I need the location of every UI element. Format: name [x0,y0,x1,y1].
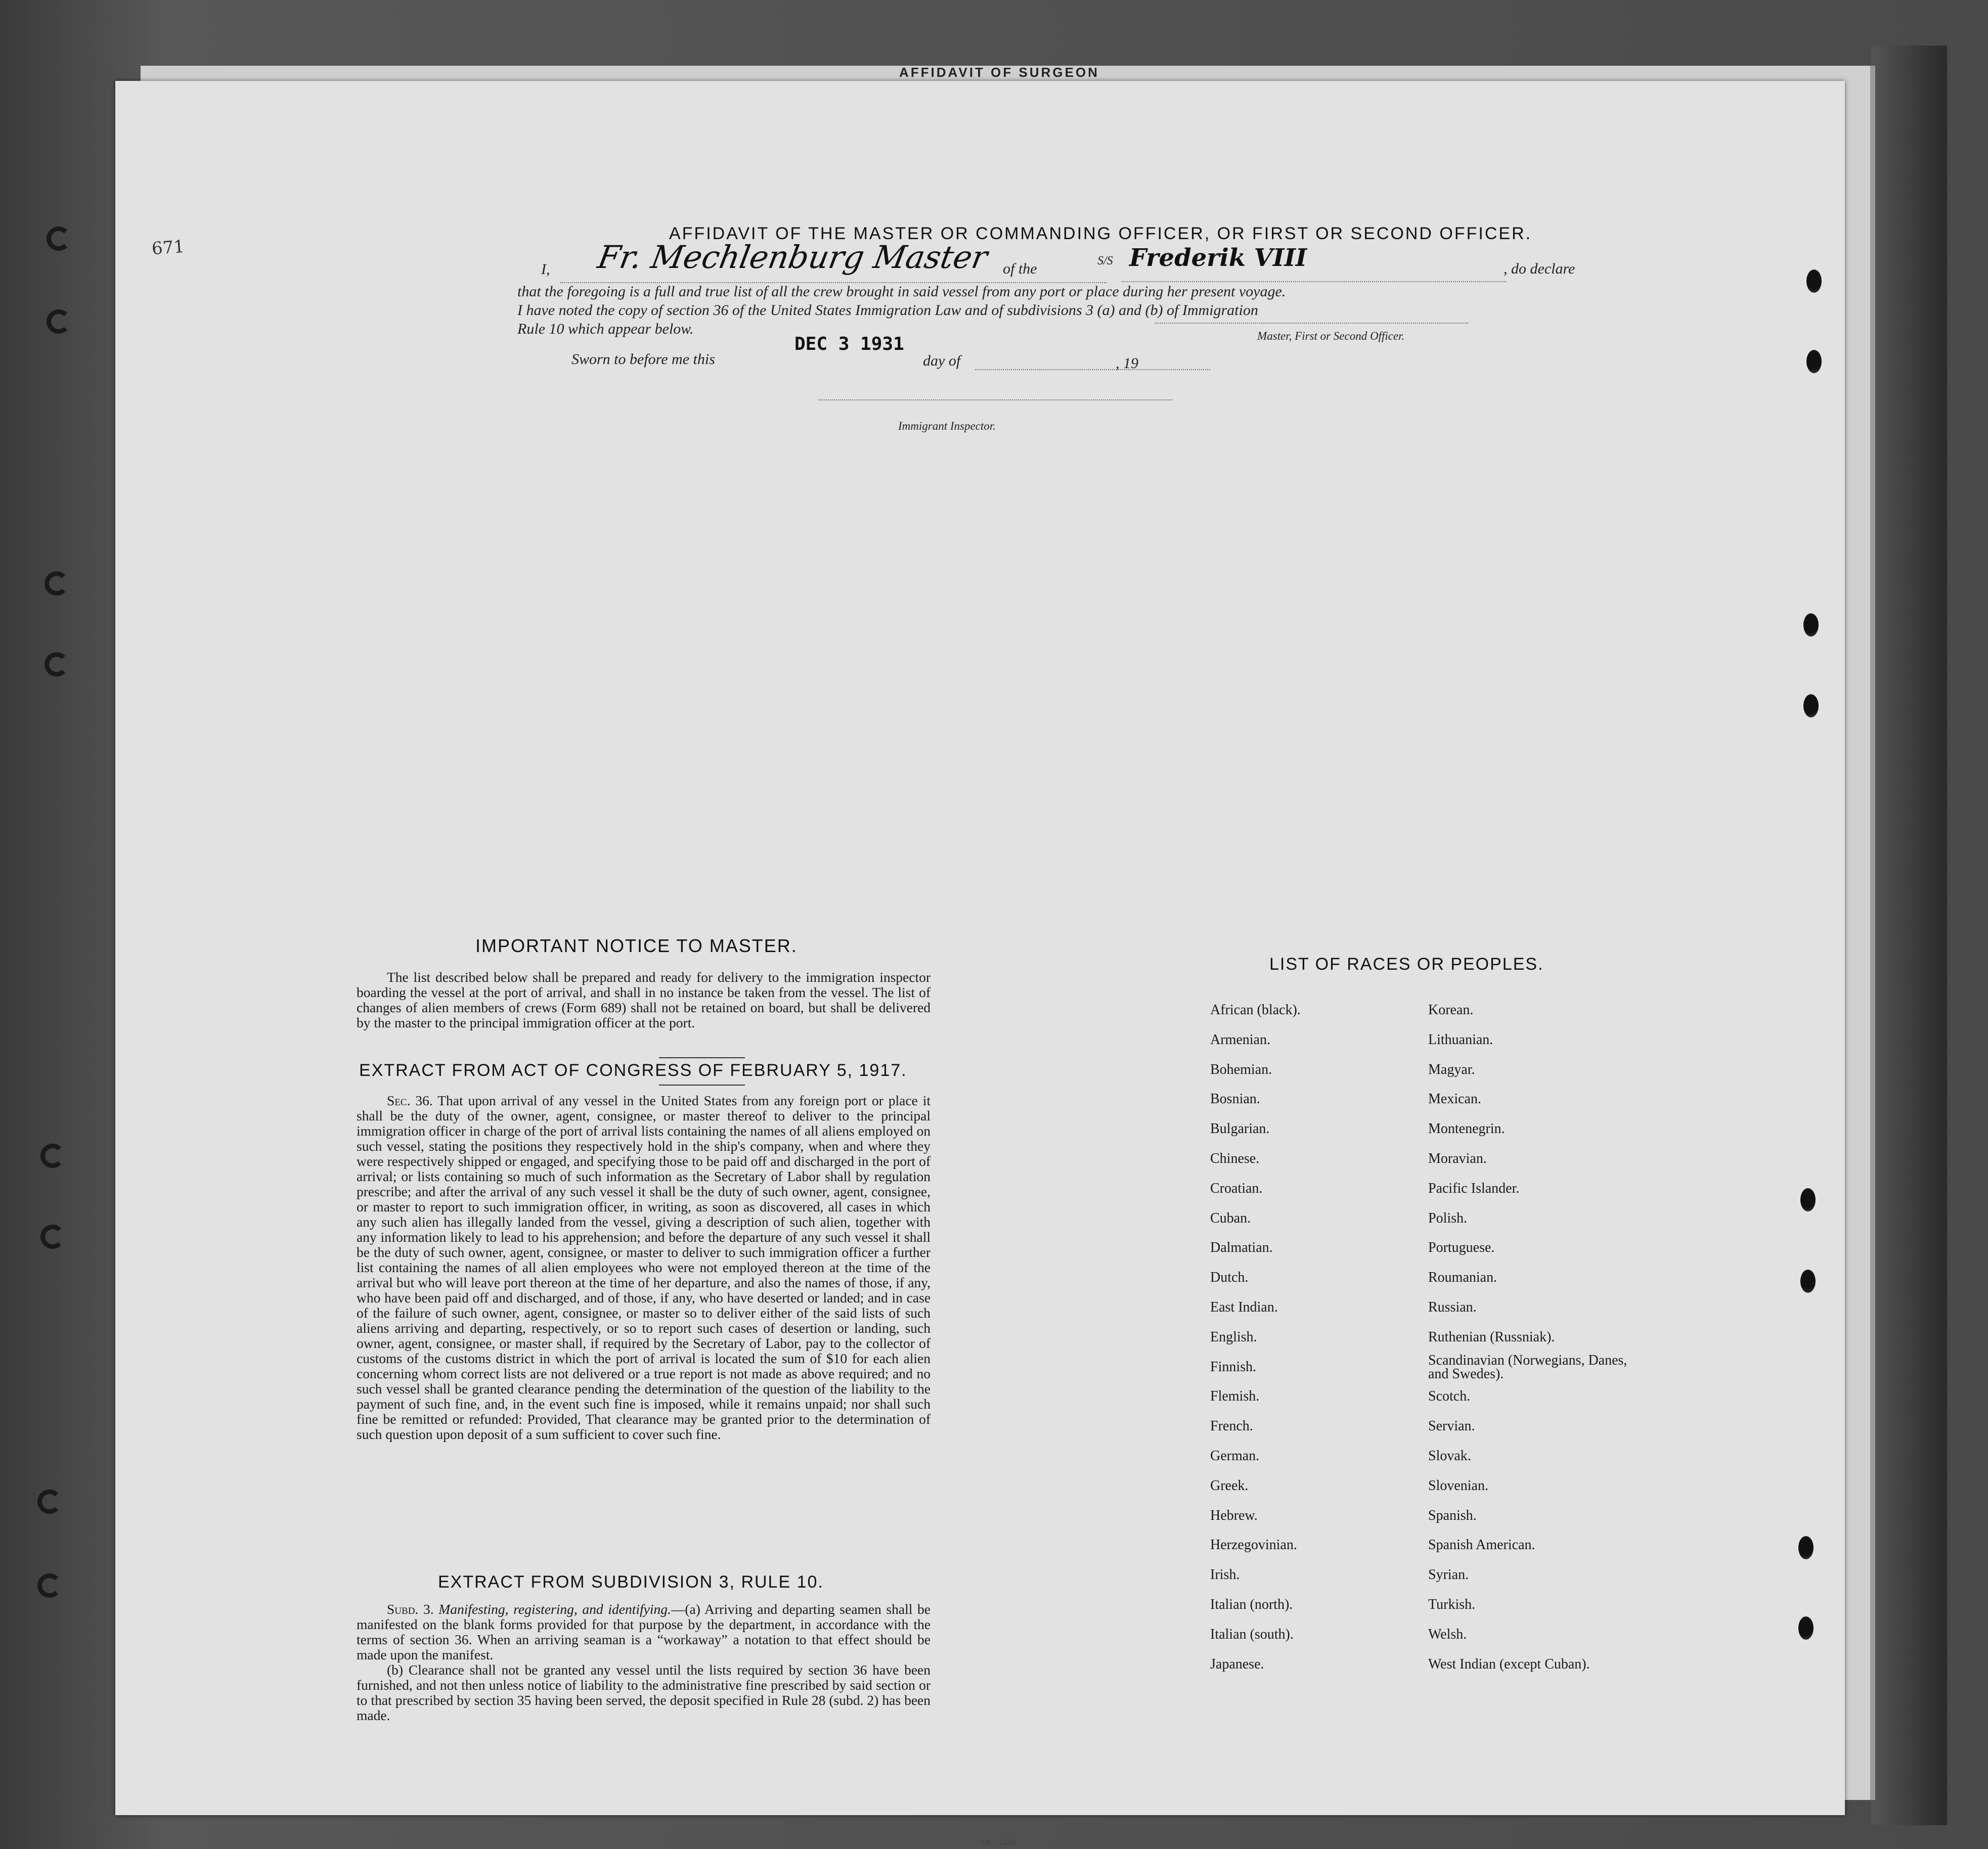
subd-text-b: (b) Clearance shall not be granted any vessel until the lists required by section 36 have been furnished, and not then unless notice of liability to the administrative fine prescribed by said section or to that prescribed by section 35 having been served, the deposit specified in Rule 28 (subd. 2) has been made. [357,1662,931,1723]
vessel-prefix: S/S [1097,254,1113,267]
race-item: Scotch. [1428,1388,1471,1405]
act-extract-title: EXTRACT FROM ACT OF CONGRESS OF FEBRUARY 5, 1917. [359,1061,907,1080]
affidavit-line4: Rule 10 which appear below. [517,321,694,337]
form-number: 14—1240 [981,1838,1017,1847]
section-36-text: That upon arrival of any vessel in the United States from any foreign port or place it shall be the duty of the owner, agent, consignee, or master thereof to deliver to the principal immigration officer in charge of the port of arrival lists containing the names of all aliens employed on such vessel, stating the positions they respectively hold in the ship's company, when and where they were respectively shipped or engaged, and specifying those to be paid off and discharged in the port of arrival; or lists containing so much of such information as the Secretary of Labor shall by regulation prescribe; and after the arrival of any such vessel it shall be the duty of such owner, agent, consignee, or master to report to such immigration officer, in writing, as soon as discovered, all cases in which any such alien has illegally landed from the vessel, giving a description of such alien, together with any information likely to lead to his apprehension; and before the departure of any such vessel it shall be the duty of such owner, agent, consignee, or master to deliver to such immigration officer a further list containing the names of all alien employees who were not employed thereon at the time of the arrival but who will leave port thereon at the time of her departure, and also the names of those, if any, who have been paid off and discharged, and of those, if any, who have deserted or landed; and in case of the failure of such owner, agent, consignee, or master so to deliver either of the said lists of such aliens arriving and departing, respectively, or so to report such cases of desertion or landing, such owner, agent, consignee, or master shall, if required by the Secretary of Labor, pay to the collector of customs of the customs district in which the port of arrival is located the sum of $10 for each alien concerning whom correct lists are not delivered or a true report is not made as above required; and no such vessel shall be granted clearance pending the determination of the question of the liability to the payment of such fine, and, in the event such fine is imposed, while it remains unpaid; nor shall such fine be remitted or refunded: Provided, That clearance may be granted prior to the determination of such question upon deposit of a sum sufficient to cover such fine. [357,1093,931,1442]
sworn-label: Sworn to before me this [571,351,715,368]
race-item: Welsh. [1428,1626,1467,1642]
race-item: Korean. [1428,1002,1474,1018]
race-item: Spanish American. [1428,1537,1535,1553]
race-item: Magyar. [1428,1061,1475,1077]
race-item: Hebrew. [1210,1507,1258,1523]
race-item: Moravian. [1428,1151,1487,1166]
binding-ring [40,1225,65,1249]
binding-ring [45,652,69,677]
binding-ring [47,309,71,334]
race-item: Slovenian. [1428,1477,1488,1494]
race-item: Portuguese. [1428,1240,1495,1256]
divider-rule [659,1085,745,1086]
year-label: , 19 [1116,355,1138,372]
race-item: Turkish. [1428,1597,1476,1612]
race-item: Cuban. [1210,1210,1251,1226]
affidavit-declare: , do declare [1504,260,1575,277]
punch-hole [1800,1188,1816,1211]
underlying-page-title: AFFIDAVIT OF SURGEON [899,65,1099,80]
race-item: West Indian (except Cuban). [1428,1656,1590,1672]
sworn-date-stamp: DEC 3 1931 [794,334,904,354]
race-item: English. [1210,1329,1257,1345]
race-item: Spanish. [1428,1507,1477,1523]
race-item: Ruthenian (Russniak). [1428,1329,1555,1345]
race-item: Montenegrin. [1428,1121,1505,1137]
race-item: Finnish. [1210,1359,1257,1375]
notice-text [357,970,931,1030]
affidavit-line1-prefix: I, [541,261,550,278]
race-item: Slovak. [1428,1448,1471,1464]
race-item: German. [1210,1448,1260,1464]
punch-hole [1803,694,1819,717]
binding-ring [47,227,71,251]
race-item: Lithuanian. [1428,1031,1493,1048]
binding-ring [40,1144,65,1168]
act-extract-text [357,1093,931,1442]
signer-signature: Fr. Mechlenburg Master [595,239,991,276]
race-item: Dalmatian. [1210,1240,1273,1256]
notice-title: IMPORTANT NOTICE TO MASTER. [475,935,798,956]
race-item: French. [1210,1418,1253,1434]
race-item: Herzegovinian. [1210,1537,1297,1553]
race-item: Chinese. [1210,1151,1260,1166]
subd-heading: Manifesting, registering, and identifying. [438,1601,671,1617]
inspector-caption: Immigrant Inspector. [898,420,996,432]
race-item: Pacific Islander. [1428,1180,1520,1196]
binding-ring [37,1490,62,1514]
rule-extract-title: EXTRACT FROM SUBDIVISION 3, RULE 10. [438,1572,824,1592]
races-title: LIST OF RACES OR PEOPLES. [1269,955,1544,974]
affidavit-of-the: of the [1003,260,1037,277]
race-item: Russian. [1428,1299,1477,1315]
punch-hole [1798,1616,1814,1640]
affidavit-line3: I have noted the copy of section 36 of the United States Immigration Law and of subdivisions 3 (a) and (b) of Immigration [517,302,1258,319]
notice-paragraph: The list described below shall be prepared and ready for delivery to the immigration inspector boarding the vessel at the port of arrival, and shall in no instance be taken from the vessel. The list of changes of alien members of crews (Form 689) shall not be retained on board, but shall be delivered by the master to the principal immigration officer at the port. [357,969,931,1030]
race-item: Irish. [1210,1567,1240,1583]
race-item: Bosnian. [1210,1091,1260,1107]
margin-handwriting: 671 [151,236,186,259]
binding-ring [37,1573,62,1598]
punch-hole [1806,350,1822,373]
race-item: Bulgarian. [1210,1121,1270,1137]
punch-hole [1803,613,1819,637]
race-item: Scandinavian (Norwegians, Danes, and Swedes). [1428,1352,1627,1382]
race-item: Italian (north). [1210,1597,1293,1612]
race-item: Bohemian. [1210,1061,1272,1077]
punch-hole [1800,1270,1816,1293]
day-line [975,369,1210,370]
section-label: Sec. 36. [387,1093,433,1108]
race-item: Armenian. [1210,1031,1270,1048]
officer-signature-line [1155,323,1468,324]
vessel-name: Frederik VIII [1129,244,1307,272]
affidavit-title: AFFIDAVIT OF THE MASTER OR COMMANDING OFFICER, OR FIRST OR SECOND OFFICER. [669,224,1532,243]
subd-label: Subd. 3. [387,1601,434,1617]
divider-rule [659,1057,745,1058]
punch-hole [1798,1536,1814,1559]
race-item: Roumanian. [1428,1270,1497,1286]
race-item: Servian. [1428,1418,1475,1434]
race-item: Syrian. [1428,1567,1469,1583]
race-item: East Indian. [1210,1299,1278,1315]
inspector-signature-line [818,399,1172,400]
race-item: Greek. [1210,1477,1249,1494]
race-item: Polish. [1428,1210,1468,1226]
officer-caption: Master, First or Second Officer. [1257,330,1405,342]
page-edge-shadow [1871,46,1947,1825]
race-item: Flemish. [1210,1388,1260,1405]
race-item: Croatian. [1210,1180,1263,1196]
rule-extract-text [357,1602,931,1723]
manifest-page [115,81,1845,1847]
day-of-label: day of [923,352,961,369]
affidavit-line2: that the foregoing is a full and true list of all the crew brought in said vessel from any port or place during her present voyage. [517,283,1286,300]
race-item: African (black). [1210,1002,1301,1018]
race-item: Italian (south). [1210,1626,1294,1642]
punch-hole [1806,269,1822,293]
race-item: Japanese. [1210,1656,1264,1672]
vessel-line [1122,281,1506,282]
race-item: Dutch. [1210,1270,1249,1286]
binding-ring [45,571,69,596]
subd-text-a: —(a) Arriving and departing seamen shall be manifested on the blank forms provided for that purpose by the department, in accordance with the terms of section 36. When an arriving seaman is a “workaway” a notation to that effect should be made upon the manifest. [357,1601,931,1662]
race-item: Mexican. [1428,1091,1481,1107]
